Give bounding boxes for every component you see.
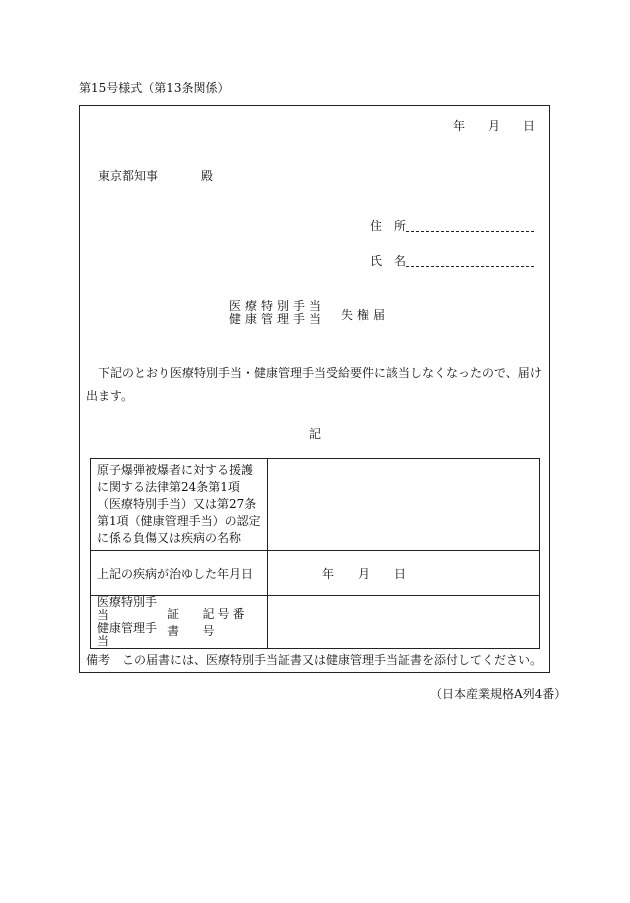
cert-label-kigo: 記号番号 [202, 607, 248, 638]
addressee [98, 167, 214, 184]
cert-label-line-1: 医療特別手当 [97, 595, 158, 622]
address-label: 住 所 [370, 219, 407, 233]
cure-date-label: 上記の疾病が治ゆした年月日 [91, 551, 268, 596]
form-title-suffix: 失権届 [341, 308, 390, 322]
remarks-text: 備考 この届書には、医療特別手当証書又は健康管理手当証書を添付してください。 [86, 653, 543, 667]
cert-label-line-2: 健康管理手当 [97, 621, 158, 648]
address-field[interactable] [370, 217, 534, 234]
addressee-name: 東京都知事 [98, 169, 159, 183]
table-row [91, 596, 540, 649]
cure-date-year: 年 [322, 567, 335, 581]
name-label: 氏 名 [370, 254, 407, 268]
certificate-number-value[interactable] [268, 596, 540, 649]
certificate-number-label [91, 596, 268, 649]
detail-table [90, 458, 540, 649]
addressee-honorific: 殿 [201, 169, 214, 183]
table-row [91, 551, 540, 596]
paper-size-note: （日本産業規格A列4番） [430, 687, 567, 701]
cure-date-day: 日 [394, 567, 407, 581]
form-number: 第15号様式（第13条関係） [79, 81, 230, 95]
table-row [91, 459, 540, 551]
date-month-label: 月 [488, 119, 501, 133]
title-line-2: 健康管理手当 [229, 312, 326, 326]
statement-body: 下記のとおり医療特別手当・健康管理手当受給要件に該当しなくなったので、届け出ます。 [86, 366, 542, 403]
cure-date-value[interactable] [268, 551, 540, 596]
name-line[interactable] [406, 254, 534, 267]
title-line-1: 医療特別手当 [229, 299, 326, 313]
date-year-label: 年 [453, 119, 466, 133]
disease-name-label: 原子爆弾被爆者に対する援護に関する法律第24条第1項（医療特別手当）又は第27条第1項（健康管理手当）の認定に係る負傷又は疾病の名称 [91, 459, 268, 551]
cert-label-shosho: 証書 [167, 607, 180, 638]
address-line[interactable] [406, 219, 534, 232]
ki-heading: 記 [309, 427, 322, 441]
disease-name-value[interactable] [268, 459, 540, 551]
statement-text [86, 362, 550, 408]
cure-date-month: 月 [358, 567, 371, 581]
name-field[interactable] [370, 252, 534, 269]
form-title-allowances [229, 300, 325, 326]
date-day-label: 日 [523, 119, 536, 133]
